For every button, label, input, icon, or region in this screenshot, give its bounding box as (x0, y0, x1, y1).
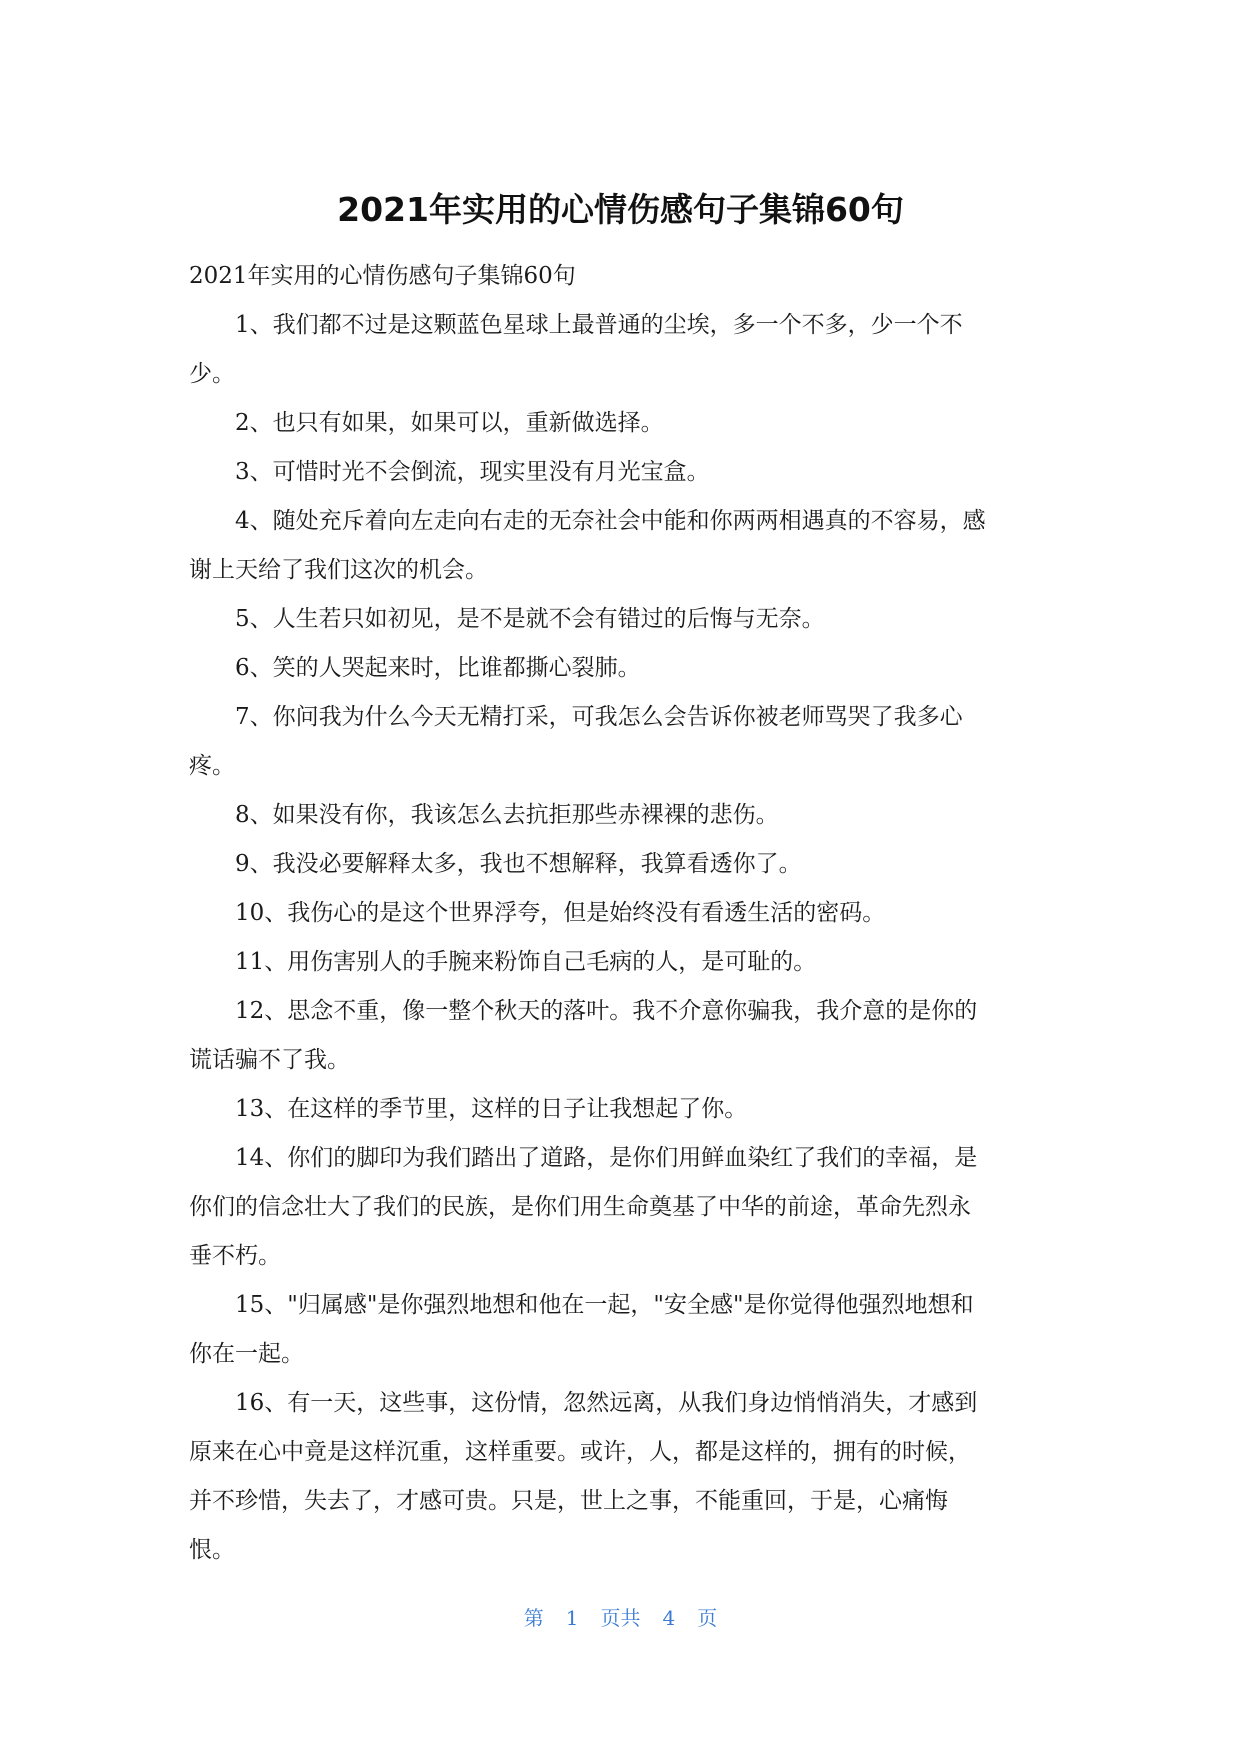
paragraph-12: 12、思念不重，像一整个秋天的落叶。我不介意你骗我，我介意的是你的 谎话骗不了我。 (189, 998, 978, 1073)
paragraph-2: 2、也只有如果，如果可以，重新做选择。 (235, 410, 664, 436)
paragraph-11: 11、用伤害别人的手腕来粉饰自己毛病的人，是可耻的。 (235, 949, 817, 975)
paragraph-4: 4、随处充斥着向左走向右走的无奈社会中能和你两两相遇真的不容易，感 谢上天给了我们这次的机会。 (189, 508, 986, 583)
footer-middle: 页共 (600, 1606, 641, 1630)
paragraph-15: 15、"归属感"是你强烈地想和他在一起，"安全感"是你觉得他强烈地想和 你在一起。 (189, 1292, 974, 1367)
paragraph-8: 8、如果没有你，我该怎么去抗拒那些赤裸裸的悲伤。 (235, 802, 779, 828)
paragraph-3: 3、可惜时光不会倒流，现实里没有月光宝盒。 (235, 459, 710, 485)
paragraph-13: 13、在这样的季节里，这样的日子让我想起了你。 (235, 1096, 748, 1122)
footer-prefix: 第 (523, 1606, 544, 1630)
paragraph-14: 14、你们的脚印为我们踏出了道路，是你们用鲜血染红了我们的幸福，是 你们的信念壮大了我们的民族，是你们用生命奠基了中华的前途，革命先烈永 垂不朽。 (189, 1145, 978, 1269)
footer-total-pages: 4 (662, 1606, 676, 1630)
document-title: 2021年实用的心情伤感句子集锦60句 (337, 190, 904, 229)
document-subtitle: 2021年实用的心情伤感句子集锦60句 (189, 263, 576, 289)
paragraph-7: 7、你问我为什么今天无精打采，可我怎么会告诉你被老师骂哭了我多心 疼。 (189, 704, 963, 779)
page-footer (0, 1603, 1241, 1633)
footer-page-number: 1 (565, 1606, 579, 1630)
paragraph-6: 6、笑的人哭起来时，比谁都撕心裂肺。 (235, 655, 641, 681)
paragraph-5: 5、人生若只如初见，是不是就不会有错过的后悔与无奈。 (235, 606, 825, 632)
paragraph-1: 1、我们都不过是这颗蓝色星球上最普通的尘埃，多一个不多，少一个不 少。 (189, 312, 963, 387)
paragraph-16: 16、有一天，这些事，这份情，忽然远离，从我们身边悄悄消失，才感到 原来在心中竟是这样沉重，这样重要。或许，人，都是这样的，拥有的时候， 并不珍惜，失去了，才感可贵。只是，世上之事，不能重回，于是，心痛悔 恨。 (189, 1390, 978, 1563)
paragraph-9: 9、我没必要解释太多，我也不想解释，我算看透你了。 (235, 851, 802, 877)
footer-suffix: 页 (697, 1606, 718, 1630)
document-body (189, 252, 1059, 1575)
paragraph-10: 10、我伤心的是这个世界浮夸，但是始终没有看透生活的密码。 (235, 900, 886, 926)
